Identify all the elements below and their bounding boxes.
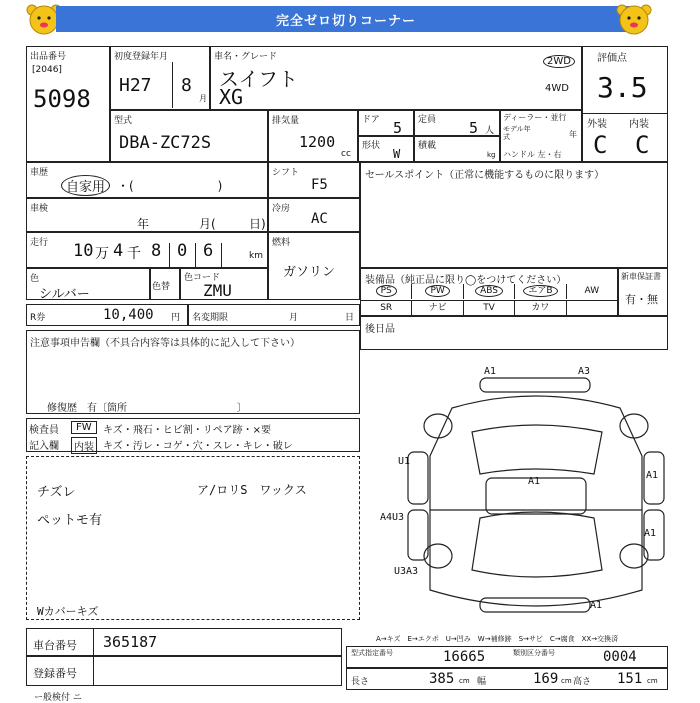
entry-interior-items: キズ・汚レ・コゲ・穴・スレ・キレ・破レ xyxy=(103,441,293,452)
recycle-value: 10,400 xyxy=(103,307,154,323)
plate-cell xyxy=(26,656,342,686)
model-year-label: モデル年式 xyxy=(503,125,531,141)
interior-label: 内装 xyxy=(629,119,649,130)
interior-grade: C xyxy=(635,131,650,159)
equipment-item: エアB xyxy=(515,284,566,299)
shape-value: W xyxy=(393,147,401,161)
mileage-label: 走行 xyxy=(30,238,49,248)
warranty-label: 新車保証書 xyxy=(621,272,661,281)
model-cell xyxy=(110,110,268,162)
damage-mark: A1 xyxy=(590,600,603,611)
reg-divider xyxy=(172,62,174,108)
equipment-label: 装備品（純正品に限り◯をつけてください） xyxy=(365,275,567,286)
model-value: DBA-ZC72S xyxy=(119,133,212,153)
shift-label: シフト xyxy=(272,168,300,178)
entry-title-2: 記入欄 xyxy=(29,441,59,452)
equipment-item: ABS xyxy=(464,284,515,299)
drive-4wd: 4WD xyxy=(545,83,569,94)
repair-history: 修復歴 有〔箇所 〕 xyxy=(47,403,247,414)
spec-height-unit: cm xyxy=(647,677,658,685)
name-change-cell xyxy=(188,304,360,326)
damage-mark: U3A3 xyxy=(394,566,419,577)
mileage-digit-3: 6 xyxy=(203,241,214,261)
color-change-label: 色替 xyxy=(152,282,171,292)
damage-mark: A4U3 xyxy=(380,512,405,523)
capacity-cell xyxy=(414,110,500,136)
recycle-cell xyxy=(26,304,188,326)
equipment-item: SR xyxy=(361,301,412,316)
name-change-month: 月 xyxy=(289,313,299,323)
ac-label: 冷房 xyxy=(272,204,291,214)
handwritten-line-1: チズレ xyxy=(37,485,76,500)
notes-cell xyxy=(26,330,360,414)
plate-divider xyxy=(93,657,94,685)
plate-label: 登録番号 xyxy=(33,667,77,680)
damage-mark: A1 xyxy=(484,366,497,377)
damage-legend: A→キズ E→エクボ U→凹み W→補修跡 S→サビ C→腐食 XX→交換済 xyxy=(376,635,619,643)
car-name-label: 車名・グレード xyxy=(214,52,278,62)
spec-height-value: 151 xyxy=(617,671,643,687)
inspection-day: 日) xyxy=(249,217,266,231)
chassis-label: 車台番号 xyxy=(33,639,77,652)
specs-row-2 xyxy=(346,668,668,690)
mileage-divider-1 xyxy=(169,243,170,267)
damage-mark: A1 xyxy=(644,528,657,539)
model-label: 型式 xyxy=(114,116,133,126)
mileage-man-unit: 万 xyxy=(95,246,109,262)
doors-label: ドア xyxy=(362,115,380,125)
drive-2wd: 2WD xyxy=(543,55,575,68)
doors-cell xyxy=(358,110,414,136)
inspection-label: 車検 xyxy=(30,204,49,214)
recycle-label: R券 xyxy=(30,313,46,323)
displacement-value: 1200 xyxy=(299,133,336,151)
entry-fw: FW xyxy=(71,421,97,434)
spec-height-label: 高さ xyxy=(573,677,592,687)
lot-label: 出品番号 xyxy=(30,52,67,62)
dealer-cell xyxy=(500,110,582,162)
capacity-unit: 人 xyxy=(485,126,495,136)
spec-model-label: 型式指定番号 xyxy=(351,649,393,657)
rear-cell xyxy=(360,316,668,350)
fuel-label: 燃料 xyxy=(272,238,291,248)
chassis-value: 365187 xyxy=(103,633,158,651)
capacity-label: 定員 xyxy=(418,115,437,125)
spec-model-value: 16665 xyxy=(443,649,486,665)
color-value: シルバー xyxy=(39,287,90,302)
equipment-item xyxy=(567,301,617,316)
exterior-grade: C xyxy=(593,131,608,159)
car-grade: XG xyxy=(219,85,244,109)
load-unit: kg xyxy=(487,151,496,159)
registration-label: 初度登録年月 xyxy=(114,52,169,62)
lot-cell xyxy=(26,46,110,162)
warranty-value: 有・無 xyxy=(625,293,658,306)
load-cell xyxy=(414,136,500,162)
lot-small: [2046] xyxy=(32,65,62,75)
chassis-cell xyxy=(26,628,342,656)
car-name-cell xyxy=(210,46,582,110)
shape-cell xyxy=(358,136,414,162)
car-name: スイフト xyxy=(219,67,298,91)
ac-value: AC xyxy=(311,211,328,227)
notes-label: 注意事項申告欄（不具合内容等は具体的に記入して下さい） xyxy=(30,338,300,349)
spec-width-value: 169 xyxy=(533,671,559,687)
registration-month: 8 xyxy=(181,75,192,96)
exterior-label: 外装 xyxy=(587,119,607,130)
shift-value: F5 xyxy=(311,177,328,193)
lot-number: 5098 xyxy=(33,85,91,113)
footer-text: ー般検付 ニ xyxy=(34,693,82,703)
entry-title-1: 検査員 xyxy=(29,425,59,436)
handwritten-line-2: ペットモ有 xyxy=(37,513,103,528)
ac-cell xyxy=(268,198,360,232)
mileage-digit-1: 8 xyxy=(151,241,162,261)
dealer-label: ディーラー・並行 xyxy=(503,113,567,122)
history-rest: ・( ) xyxy=(117,179,223,193)
equipment-row-bottom xyxy=(361,300,617,316)
mileage-divider-2 xyxy=(195,243,196,267)
damage-mark: A3 xyxy=(578,366,591,377)
color-code-cell xyxy=(180,268,268,300)
car-damage-diagram xyxy=(380,360,670,630)
registration-cell xyxy=(110,46,210,110)
damage-mark: A1 xyxy=(528,476,541,487)
mileage-sen: 4 xyxy=(113,241,124,261)
equipment-item: PS xyxy=(361,284,412,299)
fuel-cell xyxy=(268,232,360,300)
recycle-unit: 円 xyxy=(171,313,181,323)
equipment-item: AW xyxy=(584,286,600,296)
entry-cell xyxy=(26,418,360,452)
spec-class-label: 類別区分番号 xyxy=(513,649,555,657)
mileage-digit-2: 0 xyxy=(177,241,188,261)
doors-value: 5 xyxy=(393,119,403,137)
color-code-label: 色コード xyxy=(184,273,221,283)
shape-label: 形状 xyxy=(362,141,381,151)
history-label: 車歴 xyxy=(30,168,49,178)
mileage-unit: km xyxy=(249,251,263,261)
capacity-value: 5 xyxy=(469,119,479,137)
history-value: 自家用 xyxy=(61,175,110,196)
displacement-unit: cc xyxy=(341,149,351,159)
name-change-day: 日 xyxy=(345,313,355,323)
handle-label: ハンドル 左・右 xyxy=(503,150,562,159)
score-divider xyxy=(583,113,667,114)
score-cell xyxy=(582,46,668,162)
handwritten-line-3: ア/ロリS ワックス xyxy=(197,483,307,497)
bear-mascot-right-icon xyxy=(612,2,656,38)
spec-length-value: 385 xyxy=(429,671,455,687)
spec-length-label: 長さ xyxy=(351,677,370,687)
name-change-label: 名変期限 xyxy=(192,313,229,323)
sales-point-cell xyxy=(360,162,668,268)
mileage-cell xyxy=(26,232,268,268)
spec-class-value: 0004 xyxy=(603,649,637,665)
damage-mark: A1 xyxy=(646,470,659,481)
entry-interior: 内装 xyxy=(71,437,97,454)
inspection-year: 年 xyxy=(137,217,150,231)
spec-length-unit: cm xyxy=(459,677,470,685)
warranty-cell xyxy=(618,268,668,316)
shift-cell xyxy=(268,162,360,198)
mileage-divider-3 xyxy=(221,243,222,267)
equipment-cell xyxy=(360,268,618,316)
color-cell xyxy=(26,268,150,300)
equipment-row-top xyxy=(361,284,617,299)
equipment-item: PW xyxy=(412,284,463,299)
chassis-divider xyxy=(93,629,94,655)
displacement-label: 排気量 xyxy=(272,116,300,126)
banner-title: 完全ゼロ切りコーナー xyxy=(56,6,636,32)
mileage-man: 10 xyxy=(73,241,94,261)
mileage-sen-unit: 千 xyxy=(127,246,141,262)
spec-width-label: 幅 xyxy=(477,677,487,687)
equipment-item: ナビ xyxy=(412,301,463,316)
handwritten-line-4: Wカバーキズ xyxy=(37,605,99,618)
registration-month-unit: 月 xyxy=(199,94,207,103)
rear-label: 後日品 xyxy=(365,324,395,335)
equipment-item: TV xyxy=(464,301,515,316)
displacement-cell xyxy=(268,110,358,162)
model-year-unit: 年 xyxy=(569,130,577,139)
score-value: 3.5 xyxy=(597,71,648,104)
color-change-cell xyxy=(150,268,180,300)
entry-fw-items: キズ・飛石・ヒビ割・リペア跡・×要 xyxy=(103,425,271,436)
fuel-value: ガソリン xyxy=(283,265,336,280)
damage-mark: U1 xyxy=(398,456,411,467)
spec-width-unit: cm xyxy=(561,677,572,685)
score-label: 評価点 xyxy=(597,53,627,64)
color-code: ZMU xyxy=(203,281,232,300)
history-cell xyxy=(26,162,268,198)
inspection-month: 月( xyxy=(199,217,216,231)
color-label: 色 xyxy=(30,274,40,284)
load-label: 積載 xyxy=(418,141,437,151)
registration-era: H27 xyxy=(119,75,152,96)
inspection-cell xyxy=(26,198,268,232)
sales-point-label: セールスポイント（正常に機能するものに限ります） xyxy=(365,170,605,181)
specs-row-1 xyxy=(346,646,668,668)
handwritten-area xyxy=(26,456,360,620)
equipment-item: カワ xyxy=(515,301,566,316)
